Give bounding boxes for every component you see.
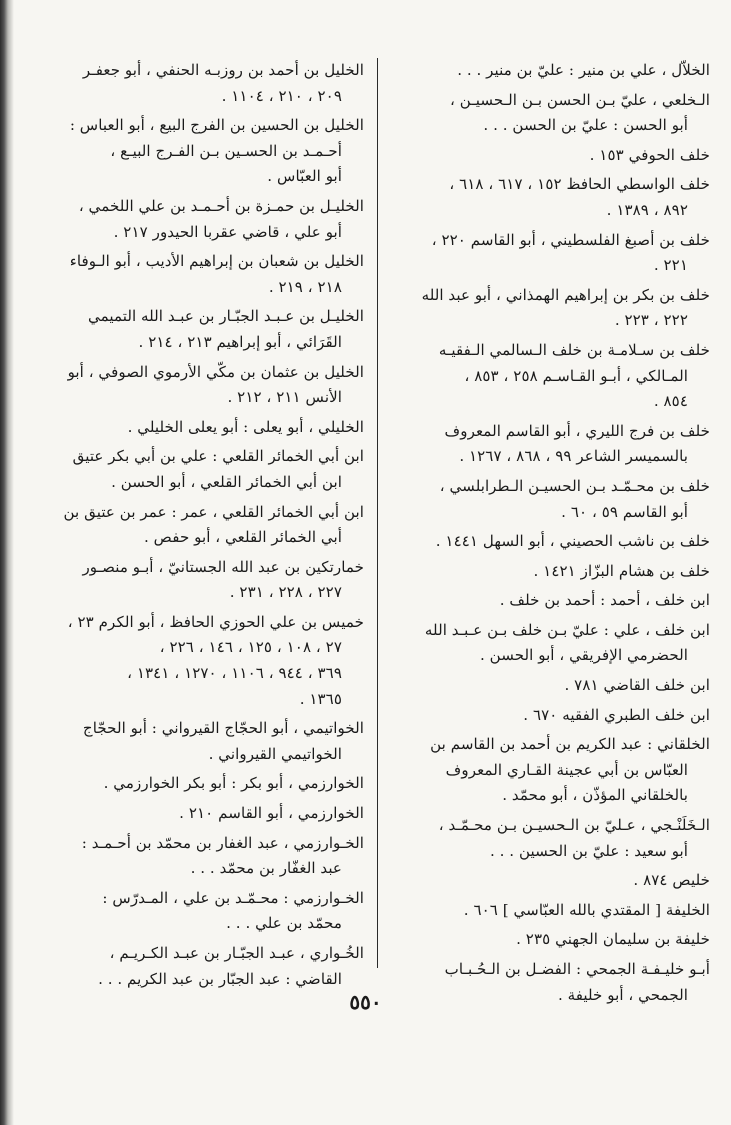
entry-line: ابن أبي الخمائر القلعي : علي بن أبي بكر عتيق	[72, 447, 364, 466]
entry-line: أبـو خليـفـة الجمحي : الفضـل بن الـحُـبـاب	[444, 960, 710, 978]
column-divider	[377, 58, 378, 968]
index-entry	[392, 58, 710, 84]
entry-line: الخُـواري ، عبـد الجبّـار بن عبـد الكـريـم ،	[109, 944, 364, 962]
index-entry	[392, 732, 710, 809]
entry-line: خلف بن ناشب الحصيني ، أبو السهل ١٤٤١ .	[435, 532, 710, 551]
entry-line: الخليل بن عثمان بن مكّي الأرموي الصوفي ، أبو	[67, 362, 364, 381]
index-entry	[32, 801, 364, 827]
entry-line: خميس بن علي الحوزي الحافظ ، أبو الكرم ٢٣ ،	[67, 612, 364, 631]
index-entry	[32, 500, 364, 551]
index-entry	[32, 249, 364, 300]
entry-continuation-line: أبو الحسن : عليّ بن الحسن . . .	[483, 116, 688, 135]
index-entry	[32, 555, 364, 606]
entry-continuation-line: أبو سعيد : عليّ بن الحسين . . .	[489, 841, 688, 860]
entry-line: ابن خلف القاضي ٧٨١ .	[564, 676, 710, 695]
entry-line: الخليفة [ المقتدي بالله العبّاسي ] ٦٠٦ .	[463, 900, 710, 919]
entry-line: الخـوارزمي : محـمّـد بن علي ، المـدرّس :	[102, 888, 364, 907]
entry-continuation-line: الحضرمي الإفريقي ، أبو الحسن .	[479, 646, 688, 665]
entry-continuation-line: الأنس ٢١١ ، ٢١٢ .	[227, 388, 342, 407]
index-entry	[32, 610, 364, 712]
entry-line: الخواتيمي ، أبو الحجّاج القيرواني : أبو الحجّاج	[82, 719, 364, 738]
entry-line: خليص ٨٧٤ .	[633, 871, 710, 890]
entry-continuation-line: بالخلقاني المؤذّن ، أبو محمّد .	[502, 786, 688, 805]
entry-continuation-line: ٢٢٧ ، ٢٢٨ ، ٢٣١ .	[229, 583, 342, 602]
index-entry	[32, 771, 364, 797]
index-column-left	[32, 58, 364, 996]
entry-continuation-line: بالسميسر الشاعر ٩٩ ، ٨٦٨ ، ١٢٦٧ .	[459, 447, 688, 466]
entry-continuation-line: ١٣٦٥ .	[299, 689, 342, 708]
entry-continuation-line: ٢٧ ، ١٠٨ ، ١٢٥ ، ١٤٦ ، ٢٢٦ ،	[159, 638, 342, 657]
entry-line: خلف بن أصبغ الفلسطيني ، أبو القاسم ٢٢٠ ،	[431, 230, 710, 249]
index-entry	[32, 886, 364, 937]
index-entry	[32, 304, 364, 355]
entry-line: الخليلي ، أبو يعلى : أبو يعلى الخليلي .	[127, 417, 364, 436]
entry-line: الخوارزمي ، أبو بكر : أبو بكر الخوارزمي .	[103, 774, 364, 793]
entry-line: ابن خلف ، علي : عليّ بـن خلف بـن عـبـد الله	[424, 620, 710, 639]
entry-continuation-line: الخواتيمي القيرواني .	[208, 744, 342, 763]
entry-line: خلف بن هشام البزّاز ١٤٢١ .	[533, 561, 710, 580]
index-entry	[32, 831, 364, 882]
entry-line: الخليـل بن حمـزة بن أحـمـد بن علي اللخمي ،	[78, 196, 364, 215]
entry-line: ابن خلف ، أحمد : أحمد بن خلف .	[499, 591, 710, 610]
entry-continuation-line: ابن أبي الخمائر القلعي ، أبو الحسن .	[111, 472, 342, 491]
entry-line: الخليل بن أحمد بن روزبـه الحنفي ، أبو جعفـر	[82, 61, 364, 79]
entry-continuation-line: أبي الخمائر القلعي ، أبو حفص .	[144, 528, 342, 547]
entry-continuation-line: القاضي : عبد الجبّار بن عبد الكريم . . .	[98, 969, 342, 988]
entry-line: خلف بن فرج الليري ، أبو القاسم المعروف	[444, 421, 710, 440]
index-entry	[392, 228, 710, 279]
entry-line: خلف بن محـمّـد بـن الحسيـن الـطرابلسي ،	[439, 476, 710, 495]
index-entry	[392, 338, 710, 415]
entry-continuation-line: ٢٢٢ ، ٢٢٣ .	[614, 311, 688, 330]
index-entry	[392, 813, 710, 864]
index-entry	[392, 172, 710, 223]
index-entry	[392, 474, 710, 525]
entry-line: الخليـل بن عـبـد الجبّـار بن عبـد الله التميمي	[87, 307, 364, 326]
entry-line: الخلاّل ، علي بن منير : عليّ بن منير . . .	[457, 61, 710, 79]
index-entry	[32, 360, 364, 411]
entry-continuation-line: المـالكي ، أبـو القـاسـم ٢٥٨ ، ٨٥٣ ،	[464, 366, 688, 385]
entry-line: الـخلعي ، عليّ بـن الحسن بـن الـحسيـن ،	[450, 90, 710, 109]
index-entry	[32, 194, 364, 245]
index-entry	[392, 559, 710, 585]
entry-continuation-line: ٨٥٤ .	[653, 392, 688, 411]
index-entry	[392, 419, 710, 470]
index-entry	[32, 444, 364, 495]
entry-line: ابن خلف الطبري الفقيه ٦٧٠ .	[523, 705, 710, 724]
index-entry	[32, 941, 364, 992]
entry-line: ابن أبي الخمائر القلعي ، عمر : عمر بن عتيق بن	[63, 502, 364, 521]
scan-shadow-edge	[0, 0, 14, 1125]
entry-line: الخـوارزمي ، عبد الغفار بن محمّد بن أحـمـد :	[81, 833, 364, 852]
entry-continuation-line: أبو العبّاس .	[267, 167, 342, 186]
index-entry	[392, 283, 710, 334]
entry-line: الـخَلَنْـجي ، عـليّ بن الـحسيـن بـن محـمّـد ،	[438, 816, 710, 835]
entry-line: خلف الحوفي ١٥٣ .	[589, 145, 710, 164]
entry-continuation-line: الجمحي ، أبو خليفة .	[557, 985, 688, 1004]
entry-continuation-line: أحـمـد بن الحسـين بـن الفـرج البيـع ،	[110, 141, 342, 160]
index-entry	[392, 703, 710, 729]
entry-continuation-line: أبو القاسم ٥٩ ، ٦٠ .	[561, 502, 688, 521]
entry-line: الخليل بن الحسين بن الفرج البيع ، أبو العباس :	[69, 116, 364, 135]
entry-line: خمارتكين بن عبد الله الجستانيّ ، أبـو منصـور	[82, 557, 364, 576]
index-column-right	[392, 58, 710, 1012]
page-number: ٥٥٠	[349, 990, 382, 1014]
index-entry	[32, 58, 364, 109]
index-entry	[392, 673, 710, 699]
entry-line: الخلقاني : عبد الكريم بن أحمد بن القاسم بن	[430, 735, 710, 754]
entry-line: خلف بن بكر بن إبراهيم الهمذاني ، أبو عبد الله	[421, 285, 710, 304]
entry-continuation-line: ٣٦٩ ، ٩٤٤ ، ١١٠٦ ، ١٢٧٠ ، ١٣٤١ ،	[127, 664, 342, 683]
index-entry	[32, 716, 364, 767]
entry-continuation-line: ٢٠٩ ، ٢١٠ ، ١١٠٤ .	[221, 86, 342, 105]
index-entry	[392, 588, 710, 614]
entry-continuation-line: عبد الغفّار بن محمّد . . .	[190, 859, 342, 878]
entry-continuation-line: ٢٢١ .	[653, 256, 688, 275]
index-entry	[32, 113, 364, 190]
entry-continuation-line: أبو علي ، قاضي عقربا الحيدور ٢١٧ .	[113, 222, 342, 241]
index-entry	[392, 868, 710, 894]
entry-continuation-line: ٨٩٢ ، ١٣٨٩ .	[606, 200, 688, 219]
entry-line: الخليل بن شعبان بن إبراهيم الأديب ، أبو الـوفاء	[69, 252, 364, 271]
entry-line: خلف الواسطي الحافظ ١٥٢ ، ٦١٧ ، ٦١٨ ،	[449, 175, 710, 194]
entry-continuation-line: محمّد بن علي . . .	[226, 914, 342, 933]
index-entry	[392, 618, 710, 669]
entry-continuation-line: العبّاس بن أبي عجينة القـاري المعروف	[445, 760, 688, 779]
index-entry	[392, 898, 710, 924]
entry-continuation-line: ٢١٨ ، ٢١٩ .	[268, 277, 342, 296]
index-entry	[392, 88, 710, 139]
entry-line: خلف بن سـلامـة بن خلف الـسالمي الـفقيـه	[438, 340, 710, 359]
index-entry	[32, 415, 364, 441]
entry-line: الخوارزمي ، أبو القاسم ٢١٠ .	[179, 804, 364, 823]
index-entry	[392, 927, 710, 953]
index-entry	[392, 529, 710, 555]
entry-line: خليفة بن سليمان الجهني ٢٣٥ .	[516, 930, 710, 949]
entry-continuation-line: القَرَائي ، أبو إبراهيم ٢١٣ ، ٢١٤ .	[138, 332, 342, 351]
index-entry	[392, 143, 710, 169]
